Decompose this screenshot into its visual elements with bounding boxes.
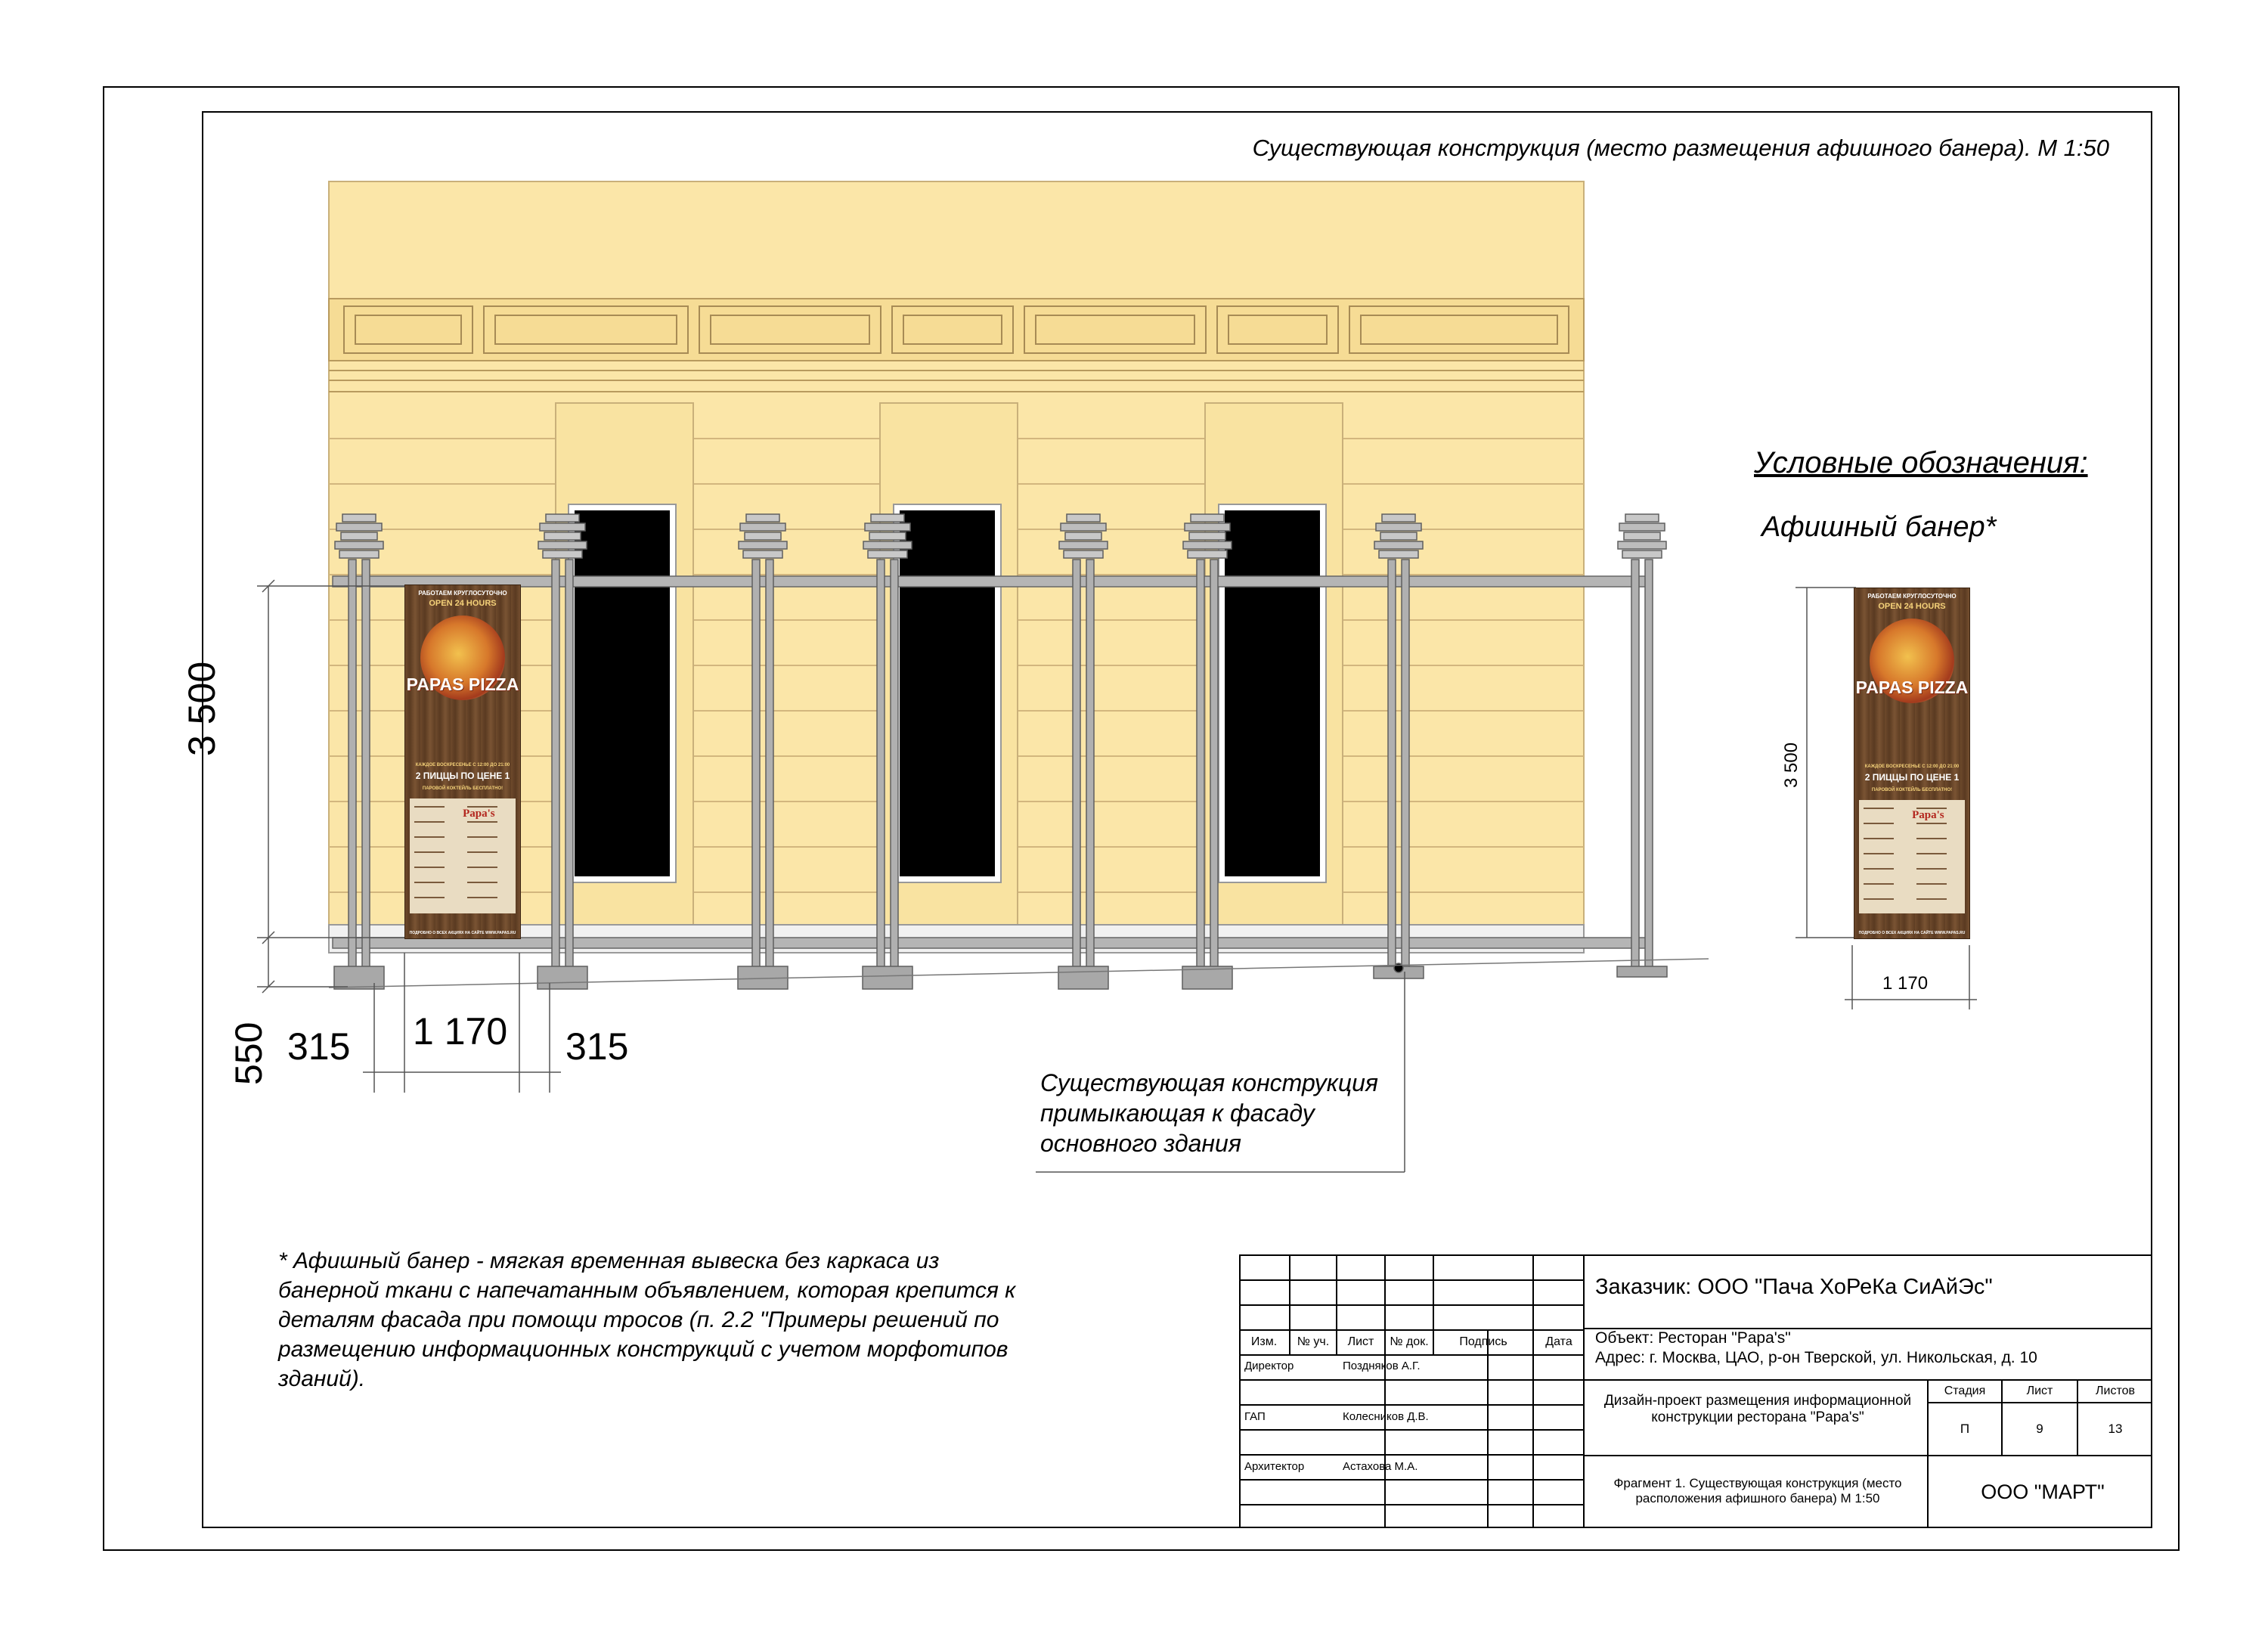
poster-footer: ПОДРОБНО О ВСЕХ АКЦИЯХ НА САЙТЕ WWW.PAPAS.RU [409, 931, 516, 935]
legend-poster-open-label: OPEN 24 HOURS [1878, 602, 1946, 611]
sheet-title: Существующая конструкция (место размещения афишного банера). М 1:50 [1252, 135, 2109, 161]
tb-object-line2: Адрес: г. Москва, ЦАО, р-он Тверской, ул. Никольская, д. 10 [1595, 1349, 2037, 1366]
tb-col-izm: Изм. [1250, 1335, 1278, 1348]
tb-client: Заказчик: ООО "Пача ХоРеКа СиАйЭс" [1595, 1275, 1993, 1299]
tb-col-list: Лист [1347, 1335, 1374, 1348]
legend-poster-brand: Papa's [1912, 809, 1944, 821]
tb-sheets-header: Листов [2096, 1384, 2135, 1397]
legend-poster-promo-small: КАЖДОЕ ВОСКРЕСЕНЬЕ С 12:00 ДО 21:00 [1864, 764, 1960, 769]
tb-name-architect: Астахова М.А. [1343, 1460, 1418, 1473]
banner-poster [404, 584, 521, 939]
tb-col-nuch: № уч. [1297, 1335, 1330, 1348]
legend-heading: Условные обозначения: [1754, 446, 2088, 479]
tb-sheets-value: 13 [2108, 1422, 2123, 1436]
legend-poster-title: PAPAS PIZZA [1855, 678, 1969, 697]
legend-poster-promo-sub: ПАРОВОЙ КОКТЕЙЛЬ БЕСПЛАТНО! [1871, 788, 1953, 792]
tb-firm: ООО "МАРТ" [1981, 1481, 2105, 1503]
tb-project-desc: Дизайн-проект размещения информационной конструкции ресторана "Papa's" [1603, 1393, 1912, 1425]
tb-col-data: Дата [1545, 1335, 1572, 1348]
poster-menu [410, 798, 516, 913]
dim-right-gap: 315 [565, 1025, 629, 1068]
tb-role-director: Директор [1244, 1360, 1294, 1372]
dim-base-height: 550 [228, 1022, 270, 1085]
tb-fragment: Фрагмент 1. Существующая конструкция (место расположения афишного банера) М 1:50 [1613, 1476, 1902, 1505]
poster-promo-small: КАЖДОЕ ВОСКРЕСЕНЬЕ С 12:00 ДО 21:00 [415, 763, 510, 767]
legend-height-dim: 3 500 [1781, 742, 1802, 788]
dim-banner-width: 1 170 [413, 1010, 508, 1053]
tb-name-director: Поздняков А.Г. [1343, 1360, 1421, 1372]
dim-banner-height: 3 500 [181, 661, 223, 756]
legend-banner-poster [1854, 588, 1970, 939]
tb-name-gap: Колесников Д.В. [1343, 1410, 1429, 1423]
tb-object-line1: Объект: Ресторан "Papa's" [1595, 1329, 1791, 1347]
dim-left-gap: 315 [287, 1025, 351, 1068]
note-text: * Афишный банер - мягкая временная вывеска без каркаса из банерной ткани с напечатанным объявлением, которая крепится к деталям фасада при помощи тросов (п. 2.2 "Примеры решений по размещению информационных конструкций с учетом морфотипов зданий). [278, 1248, 1016, 1391]
tb-role-architect: Архитектор [1244, 1460, 1305, 1473]
poster-top-line: РАБОТАЕМ КРУГЛОСУТОЧНО [418, 590, 507, 597]
ground-line [329, 959, 1709, 988]
poster-promo-sub: ПАРОВОЙ КОКТЕЙЛЬ БЕСПЛАТНО! [422, 786, 503, 791]
legend-poster-footer: ПОДРОБНО О ВСЕХ АКЦИЯХ НА САЙТЕ WWW.PAPAS.RU [1858, 931, 1966, 935]
tb-stage-value: П [1960, 1422, 1970, 1436]
poster-promo-big: 2 ПИЦЦЫ ПО ЦЕНЕ 1 [415, 771, 510, 781]
poster-open-label: OPEN 24 HOURS [429, 599, 497, 608]
legend-poster-menu [1859, 800, 1965, 913]
callout-text: Существующая конструкция примыкающая к фасаду основного здания [1040, 1069, 1378, 1157]
tb-role-gap: ГАП [1244, 1410, 1266, 1423]
tb-sheet-value: 9 [2036, 1422, 2043, 1436]
legend-poster-top-line: РАБОТАЕМ КРУГЛОСУТОЧНО [1867, 593, 1957, 600]
poster-brand: Papa's [463, 808, 495, 820]
tb-stage-header: Стадия [1944, 1384, 1986, 1397]
legend-width-dim: 1 170 [1882, 973, 1929, 994]
legend-poster-promo-big: 2 ПИЦЦЫ ПО ЦЕНЕ 1 [1864, 772, 1960, 783]
legend-item: Афишный банер* [1761, 511, 1997, 543]
poster-title: PAPAS PIZZA [406, 674, 519, 694]
tb-sheet-header: Лист [2026, 1384, 2053, 1397]
tb-col-podpis: Подпись [1459, 1335, 1507, 1348]
tb-col-ndok: № док. [1390, 1335, 1429, 1348]
